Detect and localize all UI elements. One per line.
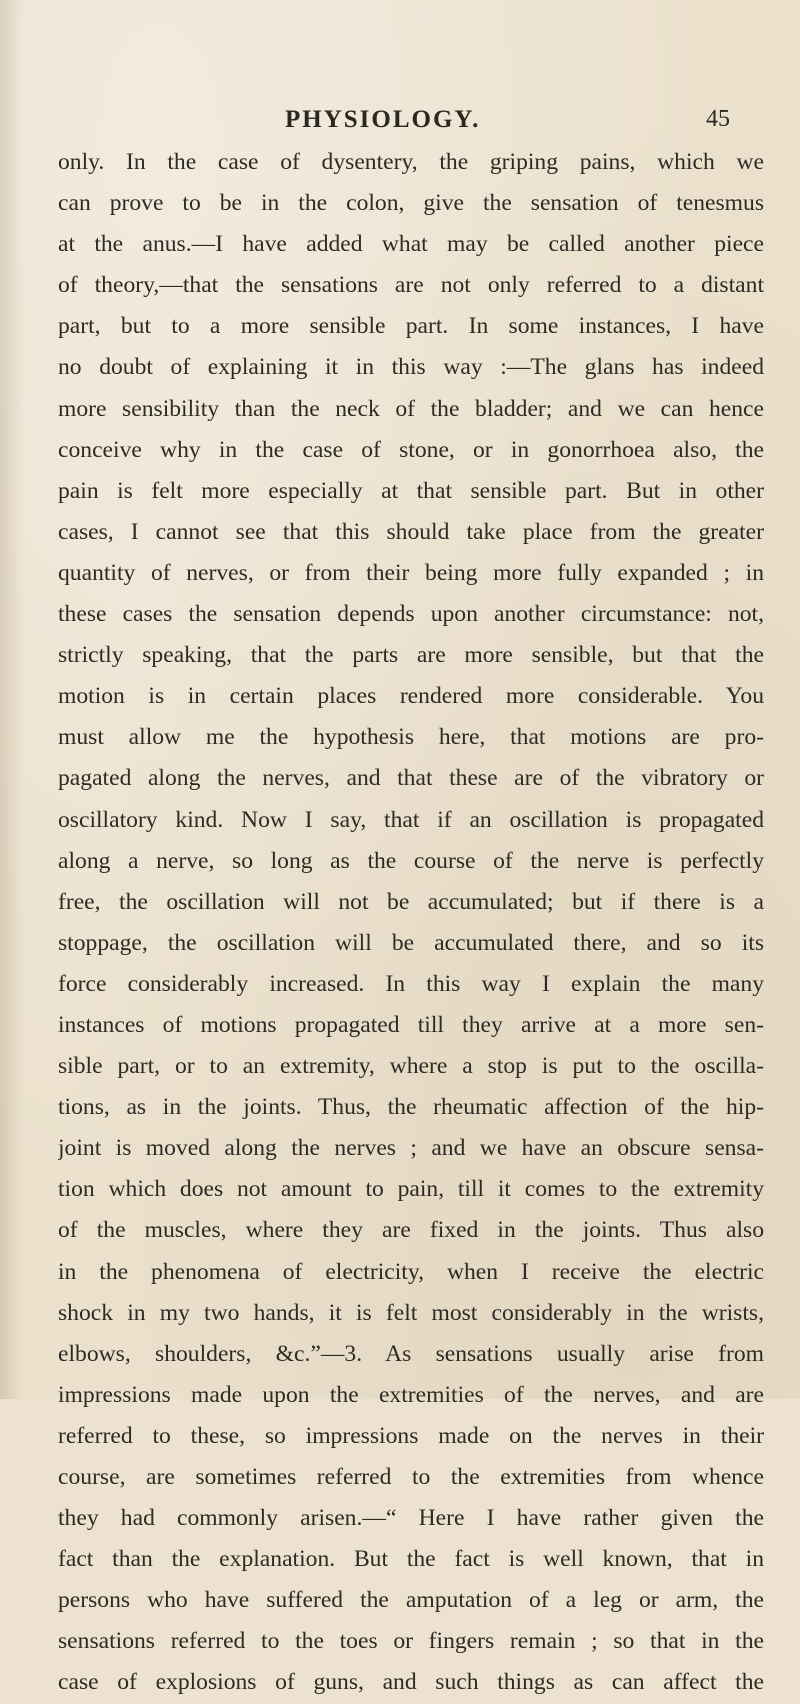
text-line: strictly speaking, that the parts are more sensible, but that the <box>58 642 764 669</box>
text-line: sible part, or to an extremity, where a stop is put to the oscilla- <box>58 1053 764 1080</box>
text-line: along a nerve, so long as the course of the nerve is perfectly <box>58 847 764 874</box>
text-line: must allow me the hypothesis here, that motions are pro- <box>58 724 764 751</box>
text-line: fact than the explanation. But the fact is well known, that in <box>58 1546 764 1573</box>
text-line: these cases the sensation depends upon another circumstance: not, <box>58 601 764 628</box>
text-line: case of explosions of guns, and such things as can affect the <box>58 1669 764 1696</box>
running-head: PHYSIOLOGY. <box>285 106 481 133</box>
text-line: in the phenomena of electricity, when I receive the electric <box>58 1258 764 1285</box>
text-line: shock in my two hands, it is felt most considerably in the wrists, <box>58 1299 764 1326</box>
text-line: they had commonly arisen.—“ Here I have rather given the <box>58 1505 764 1532</box>
text-line: pagated along the nerves, and that these are of the vibratory or <box>58 765 764 792</box>
text-line: at the anus.—I have added what may be called another piece <box>58 231 764 258</box>
text-line: pain is felt more especially at that sensible part. But in other <box>58 477 764 504</box>
text-line: of theory,—that the sensations are not only referred to a distant <box>58 272 764 299</box>
page-number: 45 <box>706 106 730 132</box>
text-line: no doubt of explaining it in this way :—The glans has indeed <box>58 354 764 381</box>
text-line: tions, as in the joints. Thus, the rheumatic affection of the hip- <box>58 1094 764 1121</box>
text-line: conceive why in the case of stone, or in gonorrhoea also, the <box>58 436 764 463</box>
text-line: quantity of nerves, or from their being more fully expanded ; in <box>58 559 764 586</box>
text-line: can prove to be in the colon, give the sensation of tenesmus <box>58 190 764 217</box>
text-line: part, but to a more sensible part. In some instances, I have <box>58 313 764 340</box>
text-line: referred to these, so impressions made on the nerves in their <box>58 1422 764 1449</box>
body-text <box>58 142 764 1704</box>
text-line: tion which does not amount to pain, till it comes to the extremity <box>58 1176 764 1203</box>
text-line: impressions made upon the extremities of the nerves, and are <box>58 1381 764 1408</box>
text-line: sensations referred to the toes or fingers remain ; so that in the <box>58 1628 764 1655</box>
text-line: stoppage, the oscillation will be accumulated there, and so its <box>58 929 764 956</box>
text-line: of the muscles, where they are fixed in the joints. Thus also <box>58 1217 764 1244</box>
text-line: elbows, shoulders, &c.”—3. As sensations usually arise from <box>58 1340 764 1367</box>
page-header <box>0 106 800 136</box>
text-line: more sensibility than the neck of the bladder; and we can hence <box>58 395 764 422</box>
text-line: force considerably increased. In this way I explain the many <box>58 970 764 997</box>
text-line: oscillatory kind. Now I say, that if an oscillation is propagated <box>58 806 764 833</box>
text-line: instances of motions propagated till they arrive at a more sen- <box>58 1011 764 1038</box>
text-line: persons who have suffered the amputation of a leg or arm, the <box>58 1587 764 1614</box>
text-line: course, are sometimes referred to the extremities from whence <box>58 1464 764 1490</box>
text-line: free, the oscillation will not be accumulated; but if there is a <box>58 888 764 915</box>
text-line: only. In the case of dysentery, the griping pains, which we <box>58 149 764 175</box>
text-line: motion is in certain places rendered more considerable. You <box>58 683 764 710</box>
text-line: cases, I cannot see that this should take place from the greater <box>58 518 764 545</box>
text-line: joint is moved along the nerves ; and we have an obscure sensa- <box>58 1135 764 1162</box>
